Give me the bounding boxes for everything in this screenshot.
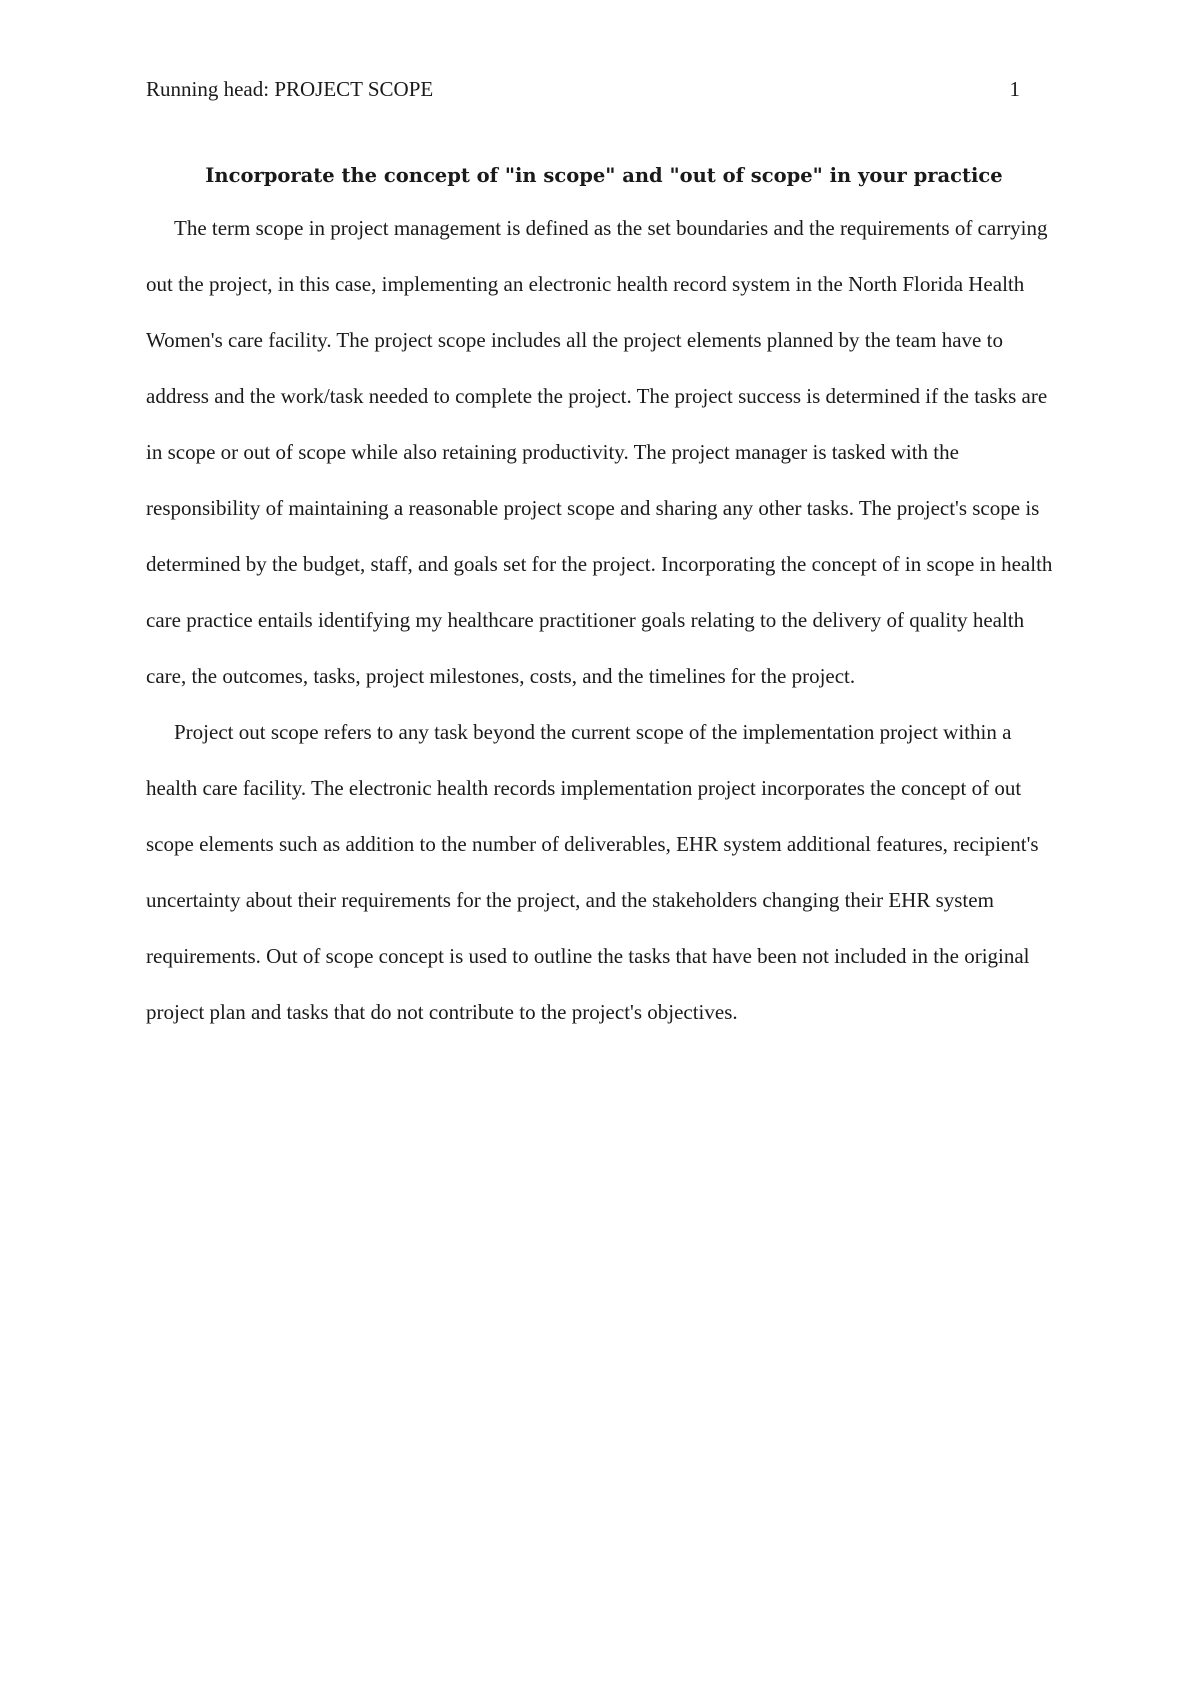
page-number: 1 xyxy=(1009,77,1020,101)
page-header xyxy=(146,74,1020,104)
document-title: Incorporate the concept of "in scope" and "out of scope" in your practice xyxy=(205,164,1003,187)
paragraph: Project out scope refers to any task beyond the current scope of the implementation project within a health care facility. The electronic health records implementation project incorporates the concept of out scope elements such as addition to the number of deliverables, EHR system additional features, recipient's uncertainty about their requirements for the project, and the stakeholders changing their EHR system requirements. Out of scope concept is used to outline the tasks that have been not included in the original project plan and tasks that do not contribute to the project's objectives. xyxy=(146,720,1039,1024)
document-body xyxy=(146,152,1062,1040)
running-head: Running head: PROJECT SCOPE xyxy=(146,77,434,101)
paragraph: The term scope in project management is defined as the set boundaries and the requirements of carrying out the project, in this case, implementing an electronic health record system in the North Florida Health Women's care facility. The project scope includes all the project elements planned by the team have to address and the work/task needed to complete the project. The project success is determined if the tasks are in scope or out of scope while also retaining productivity. The project manager is tasked with the responsibility of maintaining a reasonable project scope and sharing any other tasks. The project's scope is determined by the budget, staff, and goals set for the project. Incorporating the concept of in scope in health care practice entails identifying my healthcare practitioner goals relating to the delivery of quality health care, the outcomes, tasks, project milestones, costs, and the timelines for the project. xyxy=(146,216,1053,688)
